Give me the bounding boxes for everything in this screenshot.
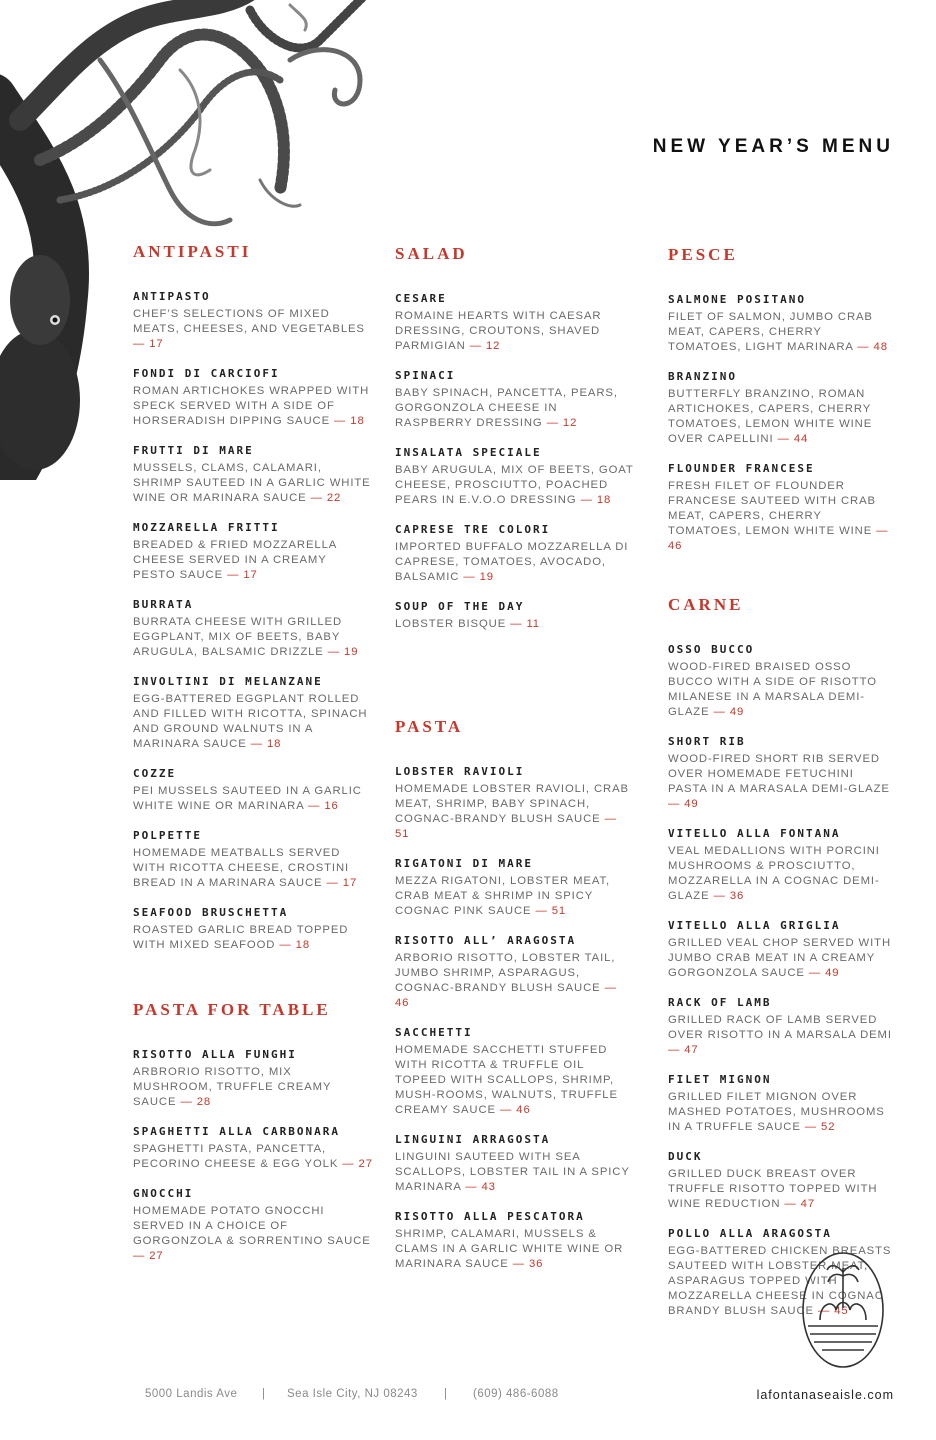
menu-item-price: — 49	[710, 706, 745, 718]
menu-item-price: — 47	[780, 1198, 815, 1210]
menu-item-price: — 36	[509, 1258, 544, 1270]
footer-address: 5000 Landis Ave	[145, 1388, 238, 1400]
menu-item-description	[395, 540, 635, 585]
menu-item	[395, 369, 635, 431]
menu-items-antipasti	[133, 290, 373, 953]
menu-item-description-text: FILET OF SALMON, JUMBO CRAB MEAT, CAPERS, CHERRY TOMATOES, LIGHT MARINARA	[668, 311, 873, 353]
menu-item-description-text: ROMAN ARTICHOKES WRAPPED WITH SPECK SERVED WITH A SIDE OF HORSERADISH DIPPING SAUCE	[133, 385, 370, 427]
menu-item-price: — 18	[275, 939, 310, 951]
menu-item	[395, 1133, 635, 1195]
menu-item	[395, 857, 635, 919]
menu-items-pasta	[395, 765, 635, 1272]
menu-item-description-text: HOMEMADE SACCHETTI STUFFED WITH RICOTTA & TRUFFLE OIL TOPEED WITH SCALLOPS, SHRIMP, MUSH-ROOMS, WALNUTS, TRUFFLE CREAMY SAUCE	[395, 1044, 618, 1116]
menu-item	[668, 1150, 896, 1212]
menu-item-description-text: GRILLED FILET MIGNON OVER MASHED POTATOES, MUSHROOMS IN A TRUFFLE SAUCE	[668, 1091, 885, 1133]
menu-item	[133, 675, 373, 752]
menu-item-name: FONDI DI CARCIOFI	[133, 367, 280, 380]
menu-item-description-text: BURRATA CHEESE WITH GRILLED EGGPLANT, MIX OF BEETS, BABY ARUGULA, BALSAMIC DRIZZLE	[133, 616, 343, 658]
menu-item-description	[668, 1013, 896, 1058]
menu-item-price: — 49	[805, 967, 840, 979]
menu-item-price: — 49	[668, 798, 699, 810]
menu-item-name: BURRATA	[133, 598, 194, 611]
menu-item-description-text: FRESH FILET OF FLOUNDER FRANCESE SAUTEED WITH CRAB MEAT, CAPERS, CHERRY TOMATOES, LEMON WHITE WINE	[668, 480, 876, 537]
menu-item	[668, 1073, 896, 1135]
footer-city: Sea Isle City, NJ 08243	[287, 1388, 418, 1400]
menu-item-description	[668, 844, 896, 904]
menu-item-description-text: BUTTERFLY BRANZINO, ROMAN ARTICHOKES, CAPERS, CHERRY TOMATOES, LEMON WHITE WINE OVER CAPELLINI	[668, 388, 873, 445]
section-title-antipasti: ANTIPASTI	[133, 242, 252, 261]
menu-item-name: FILET MIGNON	[668, 1073, 772, 1086]
menu-item-price: — 36	[710, 890, 745, 902]
menu-item-name: RISOTTO ALLA FUNGHI	[133, 1048, 297, 1061]
menu-item-description-text: SPAGHETTI PASTA, PANCETTA, PECORINO CHEESE & EGG YOLK	[133, 1143, 339, 1170]
menu-item	[395, 292, 635, 354]
menu-item-name: INVOLTINI DI MELANZANE	[133, 675, 323, 688]
menu-item-description	[668, 1167, 896, 1212]
menu-item-description	[395, 463, 635, 508]
menu-item-name: DUCK	[668, 1150, 703, 1163]
menu-item-name: SACCHETTI	[395, 1026, 473, 1039]
menu-item	[668, 643, 896, 720]
menu-item	[668, 370, 896, 447]
menu-item-name: RACK OF LAMB	[668, 996, 772, 1009]
menu-item-description-text: BABY SPINACH, PANCETTA, PEARS, GORGONZOLA CHEESE IN RASPBERRY DRESSING	[395, 387, 618, 429]
menu-item-description-text: BABY ARUGULA, MIX OF BEETS, GOAT CHEESE, PROSCIUTTO, POACHED PEARS IN E.V.O.O DRESSING	[395, 464, 634, 506]
footer-website-link[interactable]: lafontanaseaisle.com	[756, 1388, 894, 1402]
menu-item-description	[668, 752, 896, 812]
column-left	[133, 242, 373, 1279]
menu-item	[668, 827, 896, 904]
menu-item-description-text: GRILLED DUCK BREAST OVER TRUFFLE RISOTTO TOPPED WITH WINE REDUCTION	[668, 1168, 878, 1210]
menu-item-name: VITELLO ALLA GRIGLIA	[668, 919, 841, 932]
menu-item-name: FRUTTI DI MARE	[133, 444, 254, 457]
menu-item-description	[133, 1142, 373, 1172]
section-title-pesce: PESCE	[668, 245, 738, 264]
menu-title: NEW YEAR’S MENU	[652, 136, 894, 157]
menu-item-description	[133, 692, 373, 752]
menu-item-name: POLPETTE	[133, 829, 202, 842]
menu-item-price: — 17	[323, 877, 358, 889]
footer-phone[interactable]: (609) 486-6088	[473, 1388, 559, 1400]
menu-item-price: — 46	[395, 982, 617, 1009]
menu-item-name: SPAGHETTI ALLA CARBONARA	[133, 1125, 340, 1138]
menu-item-price: — 16	[304, 800, 339, 812]
menu-item	[395, 600, 635, 632]
menu-item-description	[133, 1204, 373, 1264]
menu-item-price: — 46	[668, 525, 888, 552]
menu-item-description	[395, 617, 635, 632]
menu-item-description	[133, 615, 373, 660]
menu-item	[133, 1187, 373, 1264]
menu-item-description	[133, 538, 373, 583]
menu-item-description-text: SHRIMP, CALAMARI, MUSSELS & CLAMS IN A GARLIC WHITE WINE OR MARINARA SAUCE	[395, 1228, 624, 1270]
menu-item-description-text: GRILLED RACK OF LAMB SERVED OVER RISOTTO IN A MARSALA DEMI	[668, 1014, 892, 1041]
menu-item-name: RISOTTO ALL’ ARAGOSTA	[395, 934, 577, 947]
menu-item-description-text: EGG-BATTERED EGGPLANT ROLLED AND FILLED WITH RICOTTA, SPINACH AND GROUND WALNUTS IN A MARINARA SAUCE	[133, 693, 368, 750]
menu-item-description-text: BREADED & FRIED MOZZARELLA CHEESE SERVED IN A CREAMY PESTO SAUCE	[133, 539, 337, 581]
menu-item-description-text: MEZZA RIGATONI, LOBSTER MEAT, CRAB MEAT & SHRIMP IN SPICY COGNAC PINK SAUCE	[395, 875, 611, 917]
menu-item-price: — 45	[814, 1305, 849, 1317]
menu-item-description	[395, 782, 635, 842]
menu-item-price: — 52	[801, 1121, 836, 1133]
menu-item	[668, 462, 896, 554]
menu-item-price: — 48	[853, 341, 888, 353]
menu-item-description-text: CHEF’S SELECTIONS OF MIXED MEATS, CHEESES, AND VEGETABLES	[133, 308, 365, 335]
section-title-carne: CARNE	[668, 595, 744, 614]
menu-item-name: CAPRESE TRE COLORI	[395, 523, 551, 536]
menu-item-description-text: GRILLED VEAL CHOP SERVED WITH JUMBO CRAB MEAT IN A CREAMY GORGONZOLA SAUCE	[668, 937, 892, 979]
menu-item-description	[133, 307, 373, 352]
section-title-salad: SALAD	[395, 244, 468, 263]
menu-item-description-text: VEAL MEDALLIONS WITH PORCINI MUSHROOMS & PROSCIUTTO, MOZZARELLA IN A COGNAC DEMI-GLAZE	[668, 845, 880, 902]
menu-item-price: — 12	[543, 417, 578, 429]
menu-item-price: — 18	[247, 738, 282, 750]
menu-item-name: INSALATA SPECIALE	[395, 446, 542, 459]
menu-item-name: COZZE	[133, 767, 177, 780]
menu-item-description-text: WOOD-FIRED SHORT RIB SERVED OVER HOMEMADE FETUCHINI PASTA IN A MARASALA DEMI-GLAZE	[668, 753, 890, 795]
menu-item	[668, 919, 896, 981]
footer-separator: |	[444, 1388, 448, 1400]
menu-item-description	[133, 846, 373, 891]
menu-item-price: — 19	[459, 571, 494, 583]
menu-item-name: SEAFOOD BRUSCHETTA	[133, 906, 289, 919]
menu-item-description-text: EGG-BATTERED CHICKEN BREASTS SAUTEED WITH LOBSTER MEAT, ASPARAGUS TOPPED WITH MOZZARELLA CHEESE IN COGNAC BRANDY BLUSH SAUCE	[668, 1245, 892, 1317]
menu-item-description-text: ARBORIO RISOTTO, LOBSTER TAIL, JUMBO SHRIMP, ASPARAGUS, COGNAC-BRANDY BLUSH SAUCE	[395, 952, 616, 994]
menu-item-price: — 27	[338, 1158, 373, 1170]
menu-items-carne	[668, 643, 896, 1319]
menu-item-name: FLOUNDER FRANCESE	[668, 462, 815, 475]
menu-item-price: — 44	[774, 433, 809, 445]
menu-item	[668, 996, 896, 1058]
menu-item-price: — 11	[506, 618, 540, 630]
menu-item-price: — 27	[133, 1250, 164, 1262]
menu-item	[395, 1026, 635, 1118]
menu-item-description	[133, 784, 373, 814]
menu-item-name: LINGUINI ARRAGOSTA	[395, 1133, 551, 1146]
menu-item-description	[395, 386, 635, 431]
menu-item-description	[133, 384, 373, 429]
column-right	[668, 245, 896, 1334]
menu-item-name: OSSO BUCCO	[668, 643, 755, 656]
menu-item-name: SALMONE POSITANO	[668, 293, 806, 306]
menu-item-description	[133, 923, 373, 953]
menu-item-description	[668, 310, 896, 355]
column-middle	[395, 244, 635, 1287]
section-salad	[395, 244, 635, 632]
section-title-pasta: PASTA	[395, 717, 464, 736]
menu-item	[133, 521, 373, 583]
menu-item-description-text: HOMEMADE LOBSTER RAVIOLI, CRAB MEAT, SHRIMP, BABY SPINACH, COGNAC-BRANDY BLUSH SAUCE	[395, 783, 629, 825]
menu-item-description-text: ROMAINE HEARTS WITH CAESAR DRESSING, CROUTONS, SHAVED PARMIGIAN	[395, 310, 602, 352]
menu-item-description	[668, 387, 896, 447]
menu-item-name: SHORT RIB	[668, 735, 746, 748]
menu-item	[133, 906, 373, 953]
menu-items-pasta-for-table	[133, 1048, 373, 1264]
menu-item-price: — 17	[223, 569, 258, 581]
menu-item-name: SPINACI	[395, 369, 456, 382]
menu-item-price: — 51	[395, 813, 617, 840]
menu-item	[395, 446, 635, 508]
menu-item-price: — 43	[461, 1181, 496, 1193]
menu-item	[133, 1048, 373, 1110]
menu-item-description-text: PEI MUSSELS SAUTEED IN A GARLIC WHITE WINE OR MARINARA	[133, 785, 362, 812]
menu-item	[133, 1125, 373, 1172]
menu-item-name: POLLO ALLA ARAGOSTA	[668, 1227, 832, 1240]
menu-item-name: ANTIPASTO	[133, 290, 211, 303]
menu-item-description	[668, 479, 896, 554]
menu-item-description	[395, 1043, 635, 1118]
menu-item-description-text: LINGUINI SAUTEED WITH SEA SCALLOPS, LOBSTER TAIL IN A SPICY MARINARA	[395, 1151, 630, 1193]
menu-item	[133, 767, 373, 814]
menu-item	[133, 367, 373, 429]
menu-item-description-text: MUSSELS, CLAMS, CALAMARI, SHRIMP SAUTEED IN A GARLIC WHITE WINE OR MARINARA SAUCE	[133, 462, 371, 504]
section-pesce	[668, 245, 896, 554]
menu-item-description	[395, 1150, 635, 1195]
menu-item-price: — 17	[133, 338, 164, 350]
menu-item-price: — 18	[577, 494, 612, 506]
menu-item-price: — 47	[668, 1044, 699, 1056]
menu-item	[668, 293, 896, 355]
menu-item-name: SOUP OF THE DAY	[395, 600, 525, 613]
menu-item	[133, 598, 373, 660]
section-pasta-for-table	[133, 1000, 373, 1264]
menu-item-price: — 18	[330, 415, 365, 427]
menu-item-description	[133, 1065, 373, 1110]
fountain-logo	[800, 1250, 886, 1370]
menu-item-name: CESARE	[395, 292, 447, 305]
menu-item-description-text: LOBSTER BISQUE	[395, 618, 507, 630]
menu-item	[395, 765, 635, 842]
menu-items-pesce	[668, 293, 896, 554]
menu-item-name: GNOCCHI	[133, 1187, 194, 1200]
menu-item-description	[395, 874, 635, 919]
section-pasta	[395, 717, 635, 1272]
section-title-pasta-for-table: PASTA FOR TABLE	[133, 1000, 331, 1019]
menu-item-description	[668, 660, 896, 720]
menu-item	[133, 290, 373, 352]
menu-item-name: MOZZARELLA FRITTI	[133, 521, 280, 534]
menu-item	[395, 1210, 635, 1272]
menu-item-description-text: WOOD-FIRED BRAISED OSSO BUCCO WITH A SIDE OF RISOTTO MILANESE IN A MARSALA DEMI-GLAZE	[668, 661, 877, 718]
menu-item-description	[668, 936, 896, 981]
menu-items-salad	[395, 292, 635, 632]
menu-item-description-text: HOMEMADE MEATBALLS SERVED WITH RICOTTA CHEESE, CROSTINI BREAD IN A MARINARA SAUCE	[133, 847, 350, 889]
menu-item-description	[395, 309, 635, 354]
menu-item-name: RISOTTO ALLA PESCATORA	[395, 1210, 585, 1223]
section-antipasti	[133, 242, 373, 953]
menu-item-price: — 51	[531, 905, 566, 917]
menu-item-description-text: ARBRORIO RISOTTO, MIX MUSHROOM, TRUFFLE CREAMY SAUCE	[133, 1066, 332, 1108]
menu-item	[668, 735, 896, 812]
menu-item-name: LOBSTER RAVIOLI	[395, 765, 525, 778]
menu-item-description	[133, 461, 373, 506]
menu-item-price: — 12	[466, 340, 501, 352]
menu-item-price: — 19	[324, 646, 359, 658]
menu-item	[395, 934, 635, 1011]
menu-item-description	[395, 1227, 635, 1272]
menu-item-description	[668, 1090, 896, 1135]
menu-item	[133, 444, 373, 506]
menu-item-description-text: ROASTED GARLIC BREAD TOPPED WITH MIXED SEAFOOD	[133, 924, 349, 951]
menu-item-name: VITELLO ALLA FONTANA	[668, 827, 841, 840]
section-carne	[668, 595, 896, 1319]
menu-item	[133, 829, 373, 891]
menu-item-price: — 22	[307, 492, 342, 504]
menu-item-name: BRANZINO	[668, 370, 737, 383]
footer-separator: |	[262, 1388, 266, 1400]
menu-item-name: RIGATONI DI MARE	[395, 857, 533, 870]
menu-item-description-text: IMPORTED BUFFALO MOZZARELLA DI CAPRESE, TOMATOES, AVOCADO, BALSAMIC	[395, 541, 629, 583]
menu-item-description	[395, 951, 635, 1011]
menu-item-description-text: HOMEMADE POTATO GNOCCHI SERVED IN A CHOICE OF GORGONZOLA & SORRENTINO SAUCE	[133, 1205, 371, 1247]
menu-item	[395, 523, 635, 585]
menu-item-price: — 46	[496, 1104, 531, 1116]
menu-item-price: — 28	[176, 1096, 211, 1108]
